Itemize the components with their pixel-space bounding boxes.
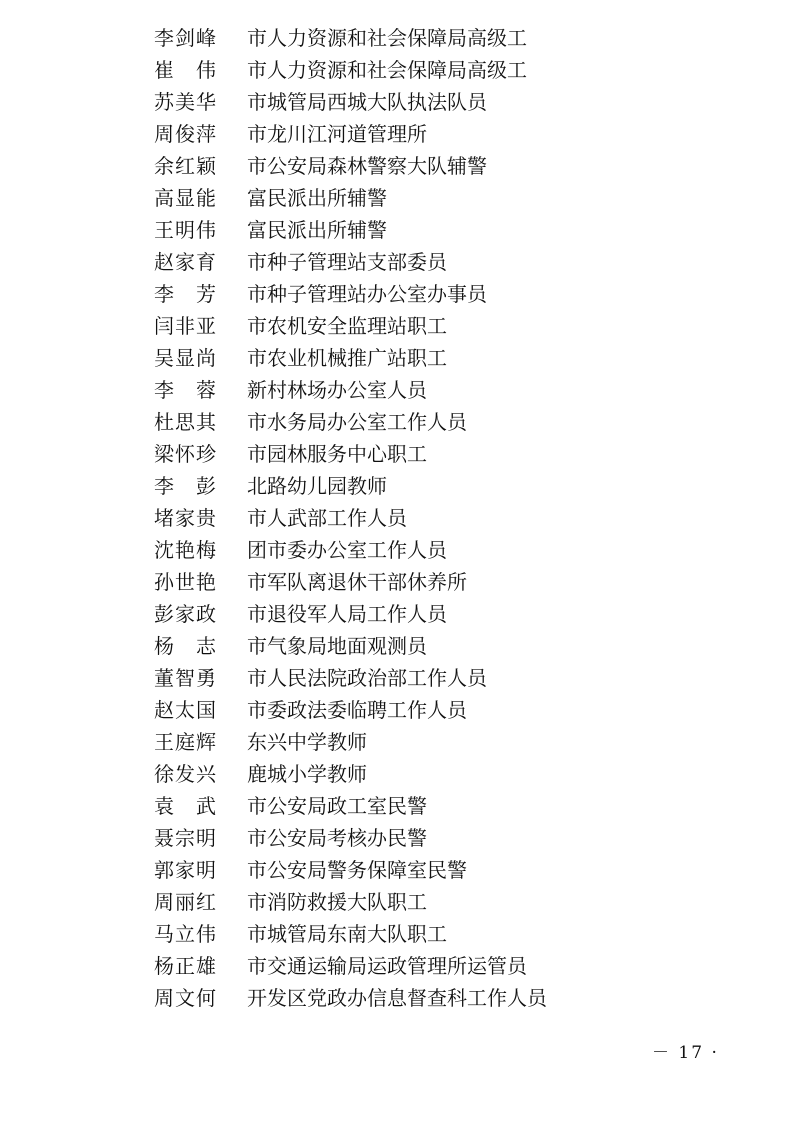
- person-title: 市公安局警务保障室民警: [247, 858, 467, 882]
- person-name: 李 蓉: [154, 378, 217, 402]
- person-title: 市气象局地面观测员: [247, 634, 427, 658]
- person-name: 李剑峰: [154, 26, 217, 50]
- list-item: [154, 438, 547, 470]
- person-title: 市退役军人局工作人员: [247, 602, 447, 626]
- list-item: [154, 406, 547, 438]
- list-item: [154, 822, 547, 854]
- list-item: [154, 150, 547, 182]
- person-title: 市园林服务中心职工: [247, 442, 427, 466]
- person-name: 王明伟: [154, 218, 217, 242]
- person-name: 马立伟: [154, 922, 217, 946]
- person-name: 郭家明: [154, 858, 217, 882]
- person-name: 李 彭: [154, 474, 217, 498]
- list-item: [154, 566, 547, 598]
- list-item: [154, 502, 547, 534]
- person-name: 李 芳: [154, 282, 217, 306]
- list-item: [154, 886, 547, 918]
- list-item: [154, 950, 547, 982]
- person-name: 堵家贵: [154, 506, 217, 530]
- list-item: [154, 118, 547, 150]
- person-name: 沈艳梅: [154, 538, 217, 562]
- person-title: 东兴中学教师: [247, 730, 367, 754]
- person-name: 杨正雄: [154, 954, 217, 978]
- list-item: [154, 374, 547, 406]
- list-item: [154, 982, 547, 1014]
- person-name: 孙世艳: [154, 570, 217, 594]
- person-title: 市人武部工作人员: [247, 506, 407, 530]
- person-title: 团市委办公室工作人员: [247, 538, 447, 562]
- list-item: [154, 918, 547, 950]
- person-title: 市农业机械推广站职工: [247, 346, 447, 370]
- person-name: 彭家政: [154, 602, 217, 626]
- list-item: [154, 854, 547, 886]
- list-item: [154, 182, 547, 214]
- person-title: 市农机安全监理站职工: [247, 314, 447, 338]
- list-item: [154, 662, 547, 694]
- person-name: 周文何: [154, 986, 217, 1010]
- list-item: [154, 726, 547, 758]
- person-name: 聂宗明: [154, 826, 217, 850]
- person-name: 杜思其: [154, 410, 217, 434]
- person-name: 杨 志: [154, 634, 217, 658]
- person-title: 市公安局政工室民警: [247, 794, 427, 818]
- list-item: [154, 694, 547, 726]
- person-name: 闫非亚: [154, 314, 217, 338]
- person-title: 新村林场办公室人员: [247, 378, 427, 402]
- person-name: 周俊萍: [154, 122, 217, 146]
- list-item: [154, 22, 547, 54]
- person-title: 市公安局考核办民警: [247, 826, 427, 850]
- person-title: 市人力资源和社会保障局高级工: [247, 26, 527, 50]
- person-name: 吴显尚: [154, 346, 217, 370]
- person-title: 市城管局东南大队职工: [247, 922, 447, 946]
- person-title: 北路幼儿园教师: [247, 474, 387, 498]
- person-name: 周丽红: [154, 890, 217, 914]
- person-title: 市城管局西城大队执法队员: [247, 90, 487, 114]
- list-item: [154, 598, 547, 630]
- page-number: － 17 ·: [652, 1043, 719, 1063]
- person-title: 市军队离退休干部休养所: [247, 570, 467, 594]
- list-item: [154, 86, 547, 118]
- person-name: 赵太国: [154, 698, 217, 722]
- person-name: 高显能: [154, 186, 217, 210]
- person-title: 市消防救援大队职工: [247, 890, 427, 914]
- list-item: [154, 342, 547, 374]
- person-title: 市龙川江河道管理所: [247, 122, 427, 146]
- person-name: 崔 伟: [154, 58, 217, 82]
- person-name: 赵家育: [154, 250, 217, 274]
- person-title: 市公安局森林警察大队辅警: [247, 154, 487, 178]
- personnel-list: [154, 22, 547, 1014]
- person-title: 市委政法委临聘工作人员: [247, 698, 467, 722]
- list-item: [154, 246, 547, 278]
- person-title: 市交通运输局运政管理所运管员: [247, 954, 527, 978]
- person-title: 市水务局办公室工作人员: [247, 410, 467, 434]
- person-title: 市人民法院政治部工作人员: [247, 666, 487, 690]
- person-name: 苏美华: [154, 90, 217, 114]
- person-name: 梁怀珍: [154, 442, 217, 466]
- person-title: 富民派出所辅警: [247, 186, 387, 210]
- person-name: 袁 武: [154, 794, 217, 818]
- person-title: 鹿城小学教师: [247, 762, 367, 786]
- person-title: 市人力资源和社会保障局高级工: [247, 58, 527, 82]
- person-name: 余红颖: [154, 154, 217, 178]
- person-title: 市种子管理站办公室办事员: [247, 282, 487, 306]
- list-item: [154, 534, 547, 566]
- list-item: [154, 278, 547, 310]
- person-name: 王庭辉: [154, 730, 217, 754]
- list-item: [154, 758, 547, 790]
- person-title: 富民派出所辅警: [247, 218, 387, 242]
- list-item: [154, 790, 547, 822]
- list-item: [154, 310, 547, 342]
- person-name: 董智勇: [154, 666, 217, 690]
- list-item: [154, 214, 547, 246]
- list-item: [154, 470, 547, 502]
- person-title: 开发区党政办信息督查科工作人员: [247, 986, 547, 1010]
- list-item: [154, 630, 547, 662]
- person-name: 徐发兴: [154, 762, 217, 786]
- list-item: [154, 54, 547, 86]
- person-title: 市种子管理站支部委员: [247, 250, 447, 274]
